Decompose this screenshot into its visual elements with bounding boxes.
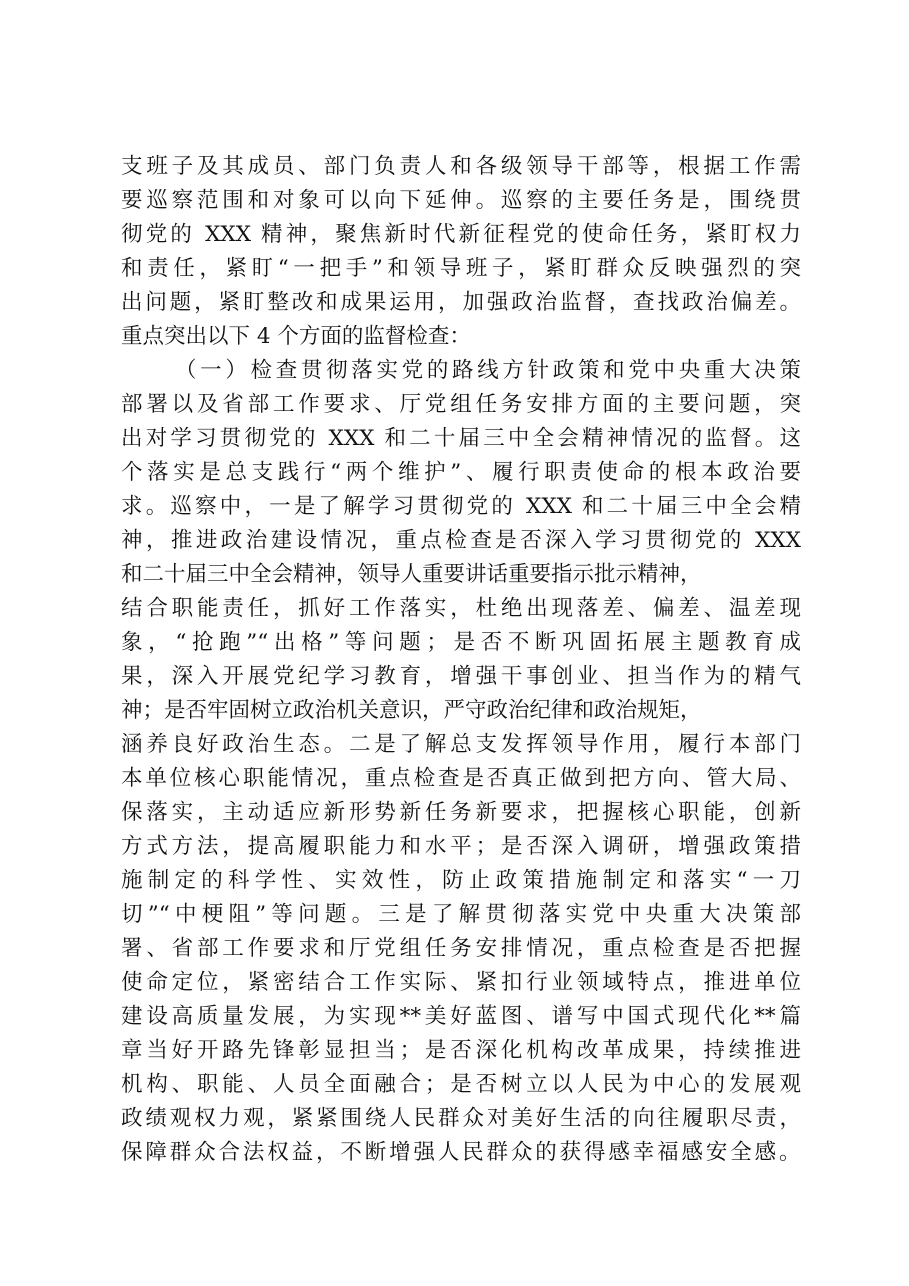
body-line: 机构、职能、人员全面融合；是否树立以人民为中心的发展观 [121, 1072, 801, 1097]
body-line: 出问题，紧盯整改和成果运用，加强政治监督，查找政治偏差。 [121, 290, 801, 315]
section-heading-line: （一）检查贯彻落实党的路线方针政策和党中央重大决策 [175, 358, 801, 383]
body-line: 署、省部工作要求和厅党组任务安排情况，重点检查是否把握 [121, 936, 801, 961]
body-line: 政绩观权力观，紧紧围绕人民群众对美好生活的向往履职尽责， [121, 1106, 801, 1131]
body-line: 本单位核心职能情况，重点检查是否真正做到把方向、管大局、 [121, 766, 801, 791]
body-line: 章当好开路先锋彰显担当；是否深化机构改革成果，持续推进 [121, 1038, 801, 1063]
body-line: 和责任，紧盯“一把手”和领导班子，紧盯群众反映强烈的突 [121, 256, 801, 281]
body-line: 建设高质量发展，为实现**美好蓝图、谱写中国式现代化**篇 [121, 1004, 801, 1029]
body-line: 保落实，主动适应新形势新任务新要求，把握核心职能，创新 [121, 800, 801, 825]
body-line: 个落实是总支践行“两个维护”、履行职责使命的根本政治要 [121, 460, 801, 485]
body-line: 重点突出以下 4 个方面的监督检查： [121, 324, 471, 349]
body-line: 和二十届三中全会精神，领导人重要讲话重要指示批示精神， [121, 562, 702, 587]
body-line: 施制定的科学性、实效性，防止政策措施制定和落实“一刀 [121, 868, 801, 893]
body-line: 部署以及省部工作要求、厅党组任务安排方面的主要问题，突 [121, 392, 801, 417]
body-line: 神；是否牢固树立政治机关意识，严守政治纪律和政治规矩， [121, 698, 702, 723]
body-line: 涵养良好政治生态。二是了解总支发挥领导作用，履行本部门 [121, 732, 801, 757]
body-line: 果，深入开展党纪学习教育，增强干事创业、担当作为的精气 [121, 664, 801, 689]
body-line: 结合职能责任，抓好工作落实，杜绝出现落差、偏差、温差现 [121, 596, 801, 621]
body-line: 象，“抢跑”“出格”等问题；是否不断巩固拓展主题教育成 [121, 630, 801, 655]
body-line: 方式方法，提高履职能力和水平；是否深入调研，增强政策措 [121, 834, 801, 859]
body-line: 求。巡察中，一是了解学习贯彻党的 XXX 和二十届三中全会精 [121, 494, 801, 519]
body-line: 出对学习贯彻党的 XXX 和二十届三中全会精神情况的监督。这 [121, 426, 801, 451]
body-line: 神，推进政治建设情况，重点检查是否深入学习贯彻党的 XXX [121, 528, 801, 553]
body-line: 保障群众合法权益，不断增强人民群众的获得感幸福感安全感。 [121, 1140, 801, 1165]
body-line: 支班子及其成员、部门负责人和各级领导干部等，根据工作需 [121, 154, 801, 179]
body-line: 使命定位，紧密结合工作实际、紧扣行业领域特点，推进单位 [121, 970, 801, 995]
body-line: 要巡察范围和对象可以向下延伸。巡察的主要任务是，围绕贯 [121, 188, 801, 213]
body-line: 切”“中梗阻”等问题。三是了解贯彻落实党中央重大决策部 [121, 902, 801, 927]
body-line: 彻党的 XXX 精神，聚焦新时代新征程党的使命任务，紧盯权力 [121, 222, 801, 247]
document-body [121, 150, 801, 1170]
